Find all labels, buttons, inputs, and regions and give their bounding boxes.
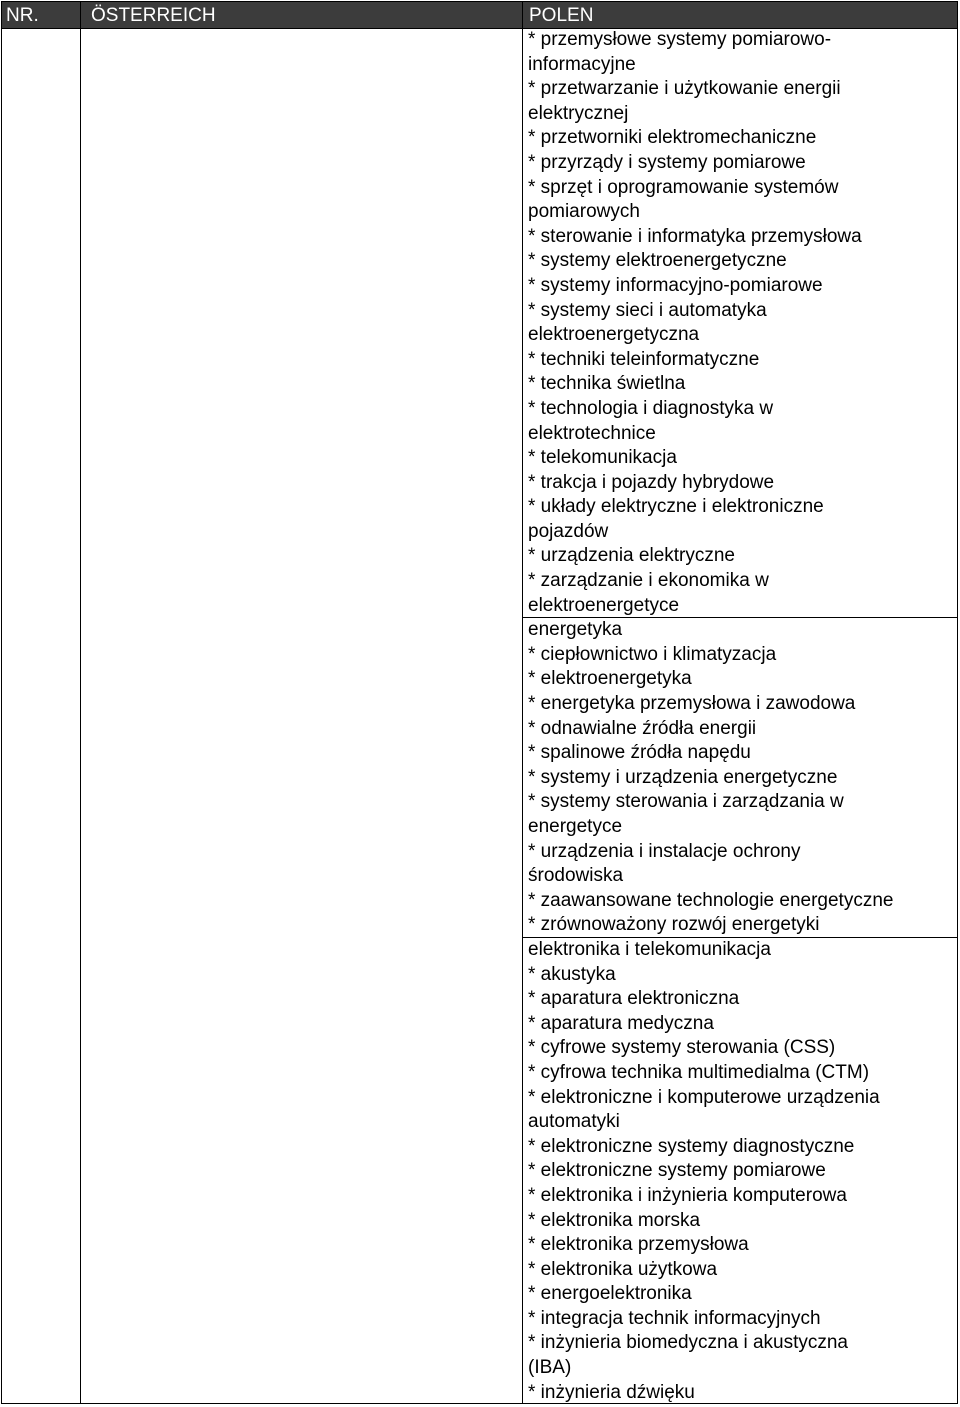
list-item: * przetwarzanie i użytkowanie energii [528, 78, 841, 100]
list-item: * systemy i urządzenia energetyczne [528, 766, 838, 788]
section-title: elektronika i telekomunikacja [528, 938, 771, 960]
list-item: * elektroniczne i komputerowe urządzenia [528, 1086, 880, 1108]
list-item: * akustyka [528, 963, 616, 985]
list-item: pojazdów [528, 520, 609, 542]
list-item: (IBA) [528, 1357, 572, 1379]
list-item: * aparatura elektroniczna [528, 988, 740, 1010]
list-item: * elektroniczne systemy pomiarowe [528, 1160, 826, 1182]
list-item: * systemy sterowania i zarządzania w [528, 791, 844, 813]
list-item: środowiska [528, 865, 624, 887]
list-item: * techniki teleinformatyczne [528, 348, 760, 370]
list-item: pomiarowych [528, 201, 640, 223]
list-item: * inżynieria biomedyczna i akustyczna [528, 1332, 848, 1354]
list-item: * systemy informacyjno-pomiarowe [528, 274, 823, 296]
header-oesterreich: ÖSTERREICH [91, 5, 216, 26]
list-item: * przyrządy i systemy pomiarowe [528, 151, 806, 173]
list-item: automatyki [528, 1111, 620, 1133]
list-item: * elektronika przemysłowa [528, 1234, 749, 1256]
list-item: * integracja technik informacyjnych [528, 1307, 821, 1329]
list-item: elektrycznej [528, 102, 629, 124]
list-item: * przetworniki elektromechaniczne [528, 127, 817, 149]
column-divider-polen [522, 2, 523, 1403]
list-item: * elektronika użytkowa [528, 1258, 718, 1280]
list-item: informacyjne [528, 53, 636, 75]
list-item: * telekomunikacja [528, 447, 677, 469]
column-divider-nr [80, 2, 81, 1403]
list-item: * zaawansowane technologie energetyczne [528, 889, 894, 911]
list-item: * układy elektryczne i elektroniczne [528, 496, 824, 518]
list-item: * elektronika i inżynieria komputerowa [528, 1184, 847, 1206]
polen-column-content [528, 28, 953, 1405]
list-item: * elektronika morska [528, 1209, 701, 1231]
list-item: * energetyka przemysłowa i zawodowa [528, 693, 856, 715]
list-item: * sprzęt i oprogramowanie systemów [528, 176, 839, 198]
list-item: * cyfrowe systemy sterowania (CSS) [528, 1037, 836, 1059]
list-item: * spalinowe źródła napędu [528, 742, 751, 764]
list-item: elektrotechnice [528, 422, 656, 444]
header-nr: NR. [6, 5, 39, 26]
list-item: * systemy sieci i automatyka [528, 299, 767, 321]
list-item: * cyfrowa technika multimedialma (CTM) [528, 1061, 870, 1083]
list-item: elektroenergetyce [528, 594, 680, 616]
list-item: * systemy elektroenergetyczne [528, 250, 787, 272]
header-polen: POLEN [529, 5, 594, 26]
list-item: * elektroniczne systemy diagnostyczne [528, 1135, 855, 1157]
list-item: * technika świetlna [528, 373, 686, 395]
table-header [2, 2, 957, 29]
list-item: * zarządzanie i ekonomika w [528, 570, 769, 592]
list-item: * odnawialne źródła energii [528, 717, 757, 739]
list-item: * ciepłownictwo i klimatyzacja [528, 643, 777, 665]
list-item: * trakcja i pojazdy hybrydowe [528, 471, 775, 493]
list-item: * przemysłowe systemy pomiarowo- [528, 29, 832, 50]
list-item: * zrównoważony rozwój energetyki [528, 914, 820, 936]
list-item: * sterowanie i informatyka przemysłowa [528, 225, 862, 247]
list-item: * energoelektronika [528, 1283, 692, 1305]
section-title: energetyka [528, 619, 623, 641]
list-item: * urządzenia i instalacje ochrony [528, 840, 801, 862]
list-item: * technologia i diagnostyka w [528, 397, 774, 419]
list-item: energetyce [528, 816, 623, 837]
list-item: * elektroenergetyka [528, 668, 692, 690]
list-item: elektroenergetyczna [528, 324, 700, 346]
list-item: * inżynieria dźwięku [528, 1381, 695, 1403]
list-item: * aparatura medyczna [528, 1012, 714, 1034]
list-item: * urządzenia elektryczne [528, 545, 735, 567]
